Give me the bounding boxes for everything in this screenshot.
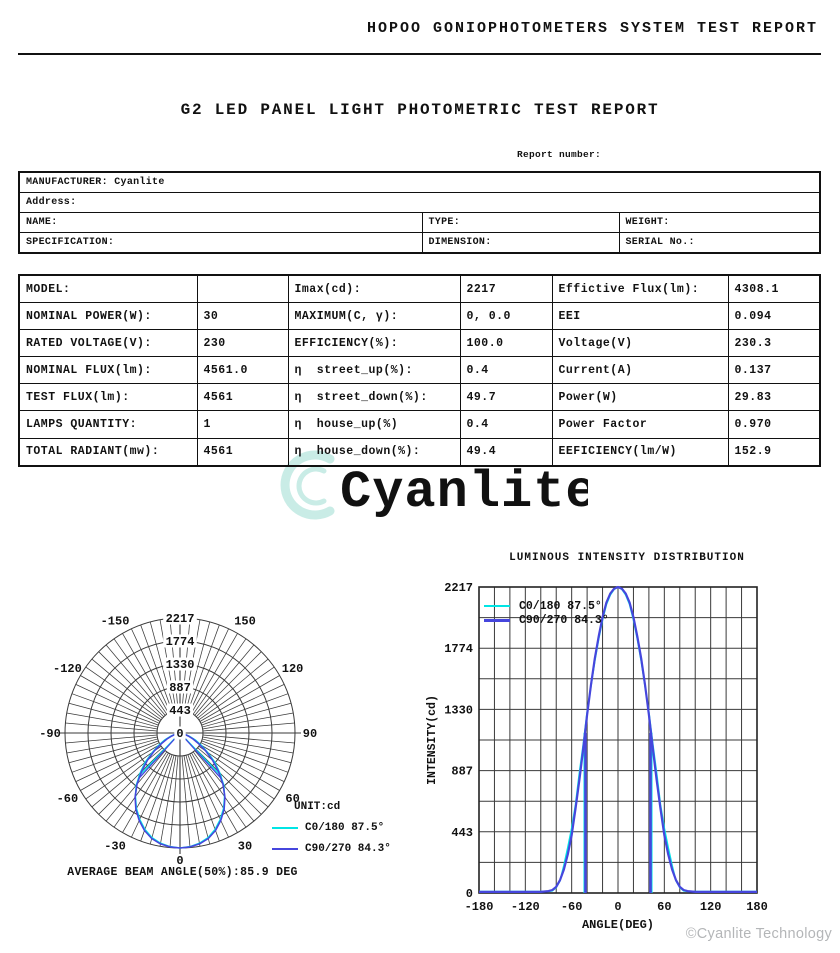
data-cell: 100.0 [460, 330, 552, 357]
svg-text:0: 0 [176, 727, 184, 741]
svg-text:180: 180 [746, 900, 768, 914]
svg-text:30: 30 [237, 839, 253, 854]
legend-line-c0-icon [272, 827, 298, 829]
data-cell: Effictive Flux(lm): [552, 275, 728, 303]
svg-text:60: 60 [657, 900, 672, 914]
svg-text:0: 0 [465, 887, 473, 901]
data-cell: 230.3 [728, 330, 820, 357]
footer-copyright: ©Cyanlite Technology [685, 926, 832, 942]
data-cell: 30 [197, 303, 288, 330]
svg-text:-90: -90 [39, 727, 61, 741]
legend-entry-c0 [272, 817, 391, 838]
legend-entry-c0 [484, 599, 609, 613]
info-cell: NAME: [19, 213, 422, 233]
svg-text:1774: 1774 [165, 634, 195, 649]
data-cell: TOTAL RADIANT(mw): [19, 438, 197, 466]
data-row [19, 357, 820, 384]
watermark-text: Cyanlite [340, 463, 588, 522]
svg-text:443: 443 [451, 825, 473, 840]
svg-text:443: 443 [169, 704, 191, 719]
legend-line-c90-icon [484, 619, 510, 622]
legend-line-c90-icon [272, 848, 298, 850]
manufacturer-info-table [18, 171, 821, 254]
data-cell: Power(W) [552, 384, 728, 411]
info-cell: MANUFACTURER: Cyanlite [19, 172, 820, 193]
info-row [19, 213, 820, 233]
data-cell: LAMPS QUANTITY: [19, 411, 197, 438]
data-row [19, 330, 820, 357]
data-cell: Power Factor [552, 411, 728, 438]
header-rule [18, 53, 821, 55]
data-row [19, 303, 820, 330]
svg-text:0: 0 [614, 900, 622, 914]
page-title: G2 LED PANEL LIGHT PHOTOMETRIC TEST REPORT [180, 101, 660, 119]
data-cell: η house_down(%): [288, 438, 460, 466]
data-row [19, 275, 820, 303]
polar-chart-legend [272, 801, 391, 859]
report-number-label: Report number: [517, 149, 602, 160]
info-cell: SERIAL No.: [619, 233, 820, 254]
legend-label-c0: C0/180 87.5° [519, 599, 602, 613]
svg-text:120: 120 [281, 662, 304, 676]
data-cell: 0.137 [728, 357, 820, 384]
svg-text:-150: -150 [100, 614, 130, 629]
data-cell: η house_up(%) [288, 411, 460, 438]
data-cell: 4561.0 [197, 357, 288, 384]
data-cell: 49.4 [460, 438, 552, 466]
info-cell: Address: [19, 193, 820, 213]
svg-text:0: 0 [176, 854, 184, 868]
data-cell: EEFICIENCY(lm/W) [552, 438, 728, 466]
info-cell: DIMENSION: [422, 233, 619, 254]
data-cell: MODEL: [19, 275, 197, 303]
svg-text:-120: -120 [510, 900, 540, 914]
svg-text:-120: -120 [53, 662, 82, 676]
legend-label-c90: C90/270 84.3° [519, 613, 609, 627]
svg-text:2217: 2217 [165, 612, 195, 626]
page-header-title: HOPOO GONIOPHOTOMETERS SYSTEM TEST REPORT [366, 20, 818, 37]
data-cell: EEI [552, 303, 728, 330]
legend-entry-c90 [272, 838, 391, 859]
info-cell: TYPE: [422, 213, 619, 233]
unit-label: UNIT:cd [294, 801, 341, 813]
svg-text:2217: 2217 [444, 581, 473, 595]
svg-text:90: 90 [302, 727, 318, 741]
data-cell: 29.83 [728, 384, 820, 411]
svg-text:60: 60 [285, 792, 300, 806]
data-cell: 4308.1 [728, 275, 820, 303]
svg-text:-180: -180 [464, 900, 494, 914]
data-cell: NOMINAL POWER(W): [19, 303, 197, 330]
info-cell: SPECIFICATION: [19, 233, 422, 254]
svg-text:-60: -60 [560, 900, 583, 914]
legend-entry-c90 [484, 613, 609, 627]
legend-line-c0-icon [484, 605, 510, 607]
svg-text:120: 120 [699, 900, 722, 914]
data-cell: η street_up(%): [288, 357, 460, 384]
svg-text:ANGLE(DEG): ANGLE(DEG) [581, 918, 655, 932]
svg-text:-30: -30 [104, 839, 126, 854]
svg-text:1330: 1330 [444, 703, 473, 718]
legend-label-c90: C90/270 84.3° [305, 842, 391, 855]
info-row [19, 233, 820, 254]
data-cell: 152.9 [728, 438, 820, 466]
data-cell: η street_down(%): [288, 384, 460, 411]
data-cell: 0.094 [728, 303, 820, 330]
svg-text:150: 150 [234, 614, 256, 629]
data-row [19, 384, 820, 411]
data-cell: 49.7 [460, 384, 552, 411]
svg-text:INTENSITY(cd): INTENSITY(cd) [426, 695, 439, 785]
line-chart-legend [484, 599, 609, 627]
data-cell: 0.4 [460, 357, 552, 384]
data-cell: 230 [197, 330, 288, 357]
data-cell: 4561 [197, 384, 288, 411]
data-cell: Current(A) [552, 357, 728, 384]
info-cell: WEIGHT: [619, 213, 820, 233]
data-cell: 0, 0.0 [460, 303, 552, 330]
data-row [19, 411, 820, 438]
svg-text:-60: -60 [56, 792, 79, 806]
info-row [19, 172, 820, 193]
legend-label-c0: C0/180 87.5° [305, 821, 385, 834]
data-cell: RATED VOLTAGE(V): [19, 330, 197, 357]
data-cell: 4561 [197, 438, 288, 466]
data-cell: 1 [197, 411, 288, 438]
svg-text:1774: 1774 [444, 642, 473, 657]
info-row [19, 193, 820, 213]
data-cell: Imax(cd): [288, 275, 460, 303]
svg-text:887: 887 [169, 680, 191, 695]
data-cell: MAXIMUM(C, γ): [288, 303, 460, 330]
photometric-data-table [18, 274, 821, 467]
data-cell: 0.4 [460, 411, 552, 438]
data-cell: Voltage(V) [552, 330, 728, 357]
data-cell: 0.970 [728, 411, 820, 438]
data-row [19, 438, 820, 466]
svg-text:887: 887 [451, 764, 473, 779]
data-cell: TEST FLUX(lm): [19, 384, 197, 411]
data-cell: NOMINAL FLUX(lm): [19, 357, 197, 384]
average-beam-angle-caption: AVERAGE BEAM ANGLE(50%):85.9 DEG [67, 866, 298, 879]
data-cell: EFFICIENCY(%): [288, 330, 460, 357]
data-cell [197, 275, 288, 303]
line-chart-title: LUMINOUS INTENSITY DISTRIBUTION [509, 552, 745, 564]
svg-text:1330: 1330 [165, 658, 195, 673]
data-cell: 2217 [460, 275, 552, 303]
